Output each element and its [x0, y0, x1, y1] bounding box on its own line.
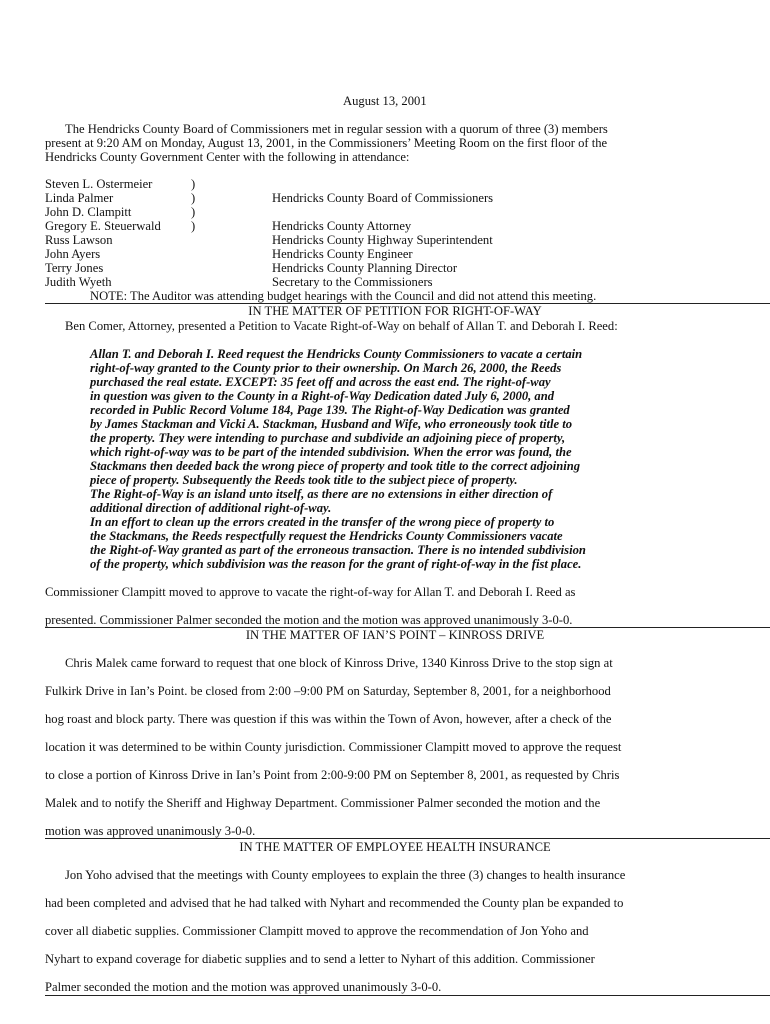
- body-line: Jon Yoho advised that the meetings with County employees to explain the three (3) changes to health insurance: [65, 868, 626, 882]
- quote-line: piece of property. Subsequently the Reeds took title to the subject piece of property.: [90, 473, 518, 487]
- quote-line: the property. They were intending to purchase and subdivide an adjoining piece of property,: [90, 431, 566, 445]
- quote-line: the Stackmans, the Reeds respectfully request the Hendricks County Commissioners vacate: [90, 529, 563, 543]
- section-divider: [45, 995, 770, 996]
- body-line: Palmer seconded the motion and the motion was approved unanimously 3-0-0.: [45, 980, 442, 994]
- quote-line: additional direction of additional right-of-way.: [90, 501, 332, 515]
- intro-line: Hendricks County Government Center with the following in attendance:: [45, 150, 410, 164]
- quote-line: of the property, which subdivision was the reason for the grant of right-of-way in the fist place.: [90, 557, 582, 571]
- attendance-note: NOTE: The Auditor was attending budget hearings with the Council and did not attend this meeting.: [90, 289, 597, 303]
- quote-line: purchased the real estate. EXCEPT: 35 feet off and across the east end. The right-of-way: [90, 375, 551, 389]
- body-line: had been completed and advised that he had talked with Nyhart and recommended the County plan be expanded to: [45, 896, 624, 910]
- attendee-name: John D. Clampitt: [45, 205, 132, 219]
- body-line: Nyhart to expand coverage for diabetic supplies and to send a letter to Nyhart of this addition. Commissioner: [45, 952, 595, 966]
- attendee-name: Judith Wyeth: [45, 275, 112, 289]
- attendee-name: Steven L. Ostermeier: [45, 177, 153, 191]
- bracket-paren: ): [191, 219, 196, 233]
- attendee-name: John Ayers: [45, 247, 101, 261]
- quote-line: recorded in Public Record Volume 184, Page 139. The Right-of-Way Dedication was granted: [90, 403, 570, 417]
- quote-line: right-of-way granted to the County prior to their ownership. On March 26, 2000, the Reeds: [90, 361, 562, 375]
- quote-line: in question was given to the County in a Right-of-Way Dedication dated July 6, 2000, and: [90, 389, 555, 403]
- quote-line: the Right-of-Way granted as part of the erroneous transaction. There is no intended subdivision: [90, 543, 586, 557]
- body-line: motion was approved unanimously 3-0-0.: [45, 824, 256, 838]
- intro-line: The Hendricks County Board of Commissioners met in regular session with a quorum of three (3) members: [65, 122, 608, 136]
- attendee-name: Linda Palmer: [45, 191, 114, 205]
- body-line: to close a portion of Kinross Drive in Ian’s Point from 2:00-9:00 PM on September 8, 2001, as requested by Chris: [45, 768, 620, 782]
- quote-line: Stackmans then deeded back the wrong piece of property and took title to the correct adjoining: [90, 459, 581, 473]
- bracket-paren: ): [191, 177, 196, 191]
- section-heading-right-of-way: IN THE MATTER OF PETITION FOR RIGHT-OF-WAY: [248, 304, 542, 318]
- quote-line: In an effort to clean up the errors created in the transfer of the wrong piece of property to: [90, 515, 555, 529]
- bracket-paren: ): [191, 205, 196, 219]
- body-line: Malek and to notify the Sheriff and Highway Department. Commissioner Palmer seconded the motion and the: [45, 796, 601, 810]
- attendee-name: Russ Lawson: [45, 233, 113, 247]
- bracket-paren: ): [191, 191, 196, 205]
- attendee-role: Hendricks County Planning Director: [272, 261, 458, 275]
- attendee-role: Hendricks County Highway Superintendent: [272, 233, 493, 247]
- quote-line: The Right-of-Way is an island unto itself, as there are no extensions in either direction of: [90, 487, 553, 501]
- intro-line: present at 9:20 AM on Monday, August 13, 2001, in the Commissioners’ Meeting Room on the first floor of the: [45, 136, 608, 150]
- body-line: Fulkirk Drive in Ian’s Point. be closed from 2:00 –9:00 PM on Saturday, September 8, 2001, for a neighborhood: [45, 684, 611, 698]
- quote-line: which right-of-way was to be part of the intended subdivision. When the error was found, the: [90, 445, 572, 459]
- section-heading-health-insurance: IN THE MATTER OF EMPLOYEE HEALTH INSURANCE: [239, 840, 551, 854]
- attendee-name: Terry Jones: [45, 261, 104, 275]
- attendee-name: Gregory E. Steuerwald: [45, 219, 161, 233]
- attendee-role: Secretary to the Commissioners: [272, 275, 433, 289]
- motion-line: presented. Commissioner Palmer seconded the motion and the motion was approved unanimously 3-0-0.: [45, 613, 573, 627]
- quote-line: by James Stackman and Vicki A. Stackman, Husband and Wife, who erroneously took title to: [90, 417, 572, 431]
- section-intro: Ben Comer, Attorney, presented a Petition to Vacate Right-of-Way on behalf of Allan T. and Deborah I. Reed:: [65, 319, 618, 333]
- attendee-role: Hendricks County Board of Commissioners: [272, 191, 494, 205]
- body-line: Chris Malek came forward to request that one block of Kinross Drive, 1340 Kinross Drive to the stop sign at: [65, 656, 613, 670]
- attendee-role: Hendricks County Attorney: [272, 219, 412, 233]
- body-line: location it was determined to be within County jurisdiction. Commissioner Clampitt moved to approve the request: [45, 740, 622, 754]
- motion-line: Commissioner Clampitt moved to approve to vacate the right-of-way for Allan T. and Deborah I. Reed as: [45, 585, 576, 599]
- meeting-date: August 13, 2001: [343, 94, 427, 108]
- attendee-role: Hendricks County Engineer: [272, 247, 413, 261]
- quote-line: Allan T. and Deborah I. Reed request the Hendricks County Commissioners to vacate a certain: [90, 347, 583, 361]
- section-heading-kinross-drive: IN THE MATTER OF IAN’S POINT – KINROSS DRIVE: [245, 628, 545, 642]
- body-line: cover all diabetic supplies. Commissioner Clampitt moved to approve the recommendation of Jon Yoho and: [45, 924, 589, 938]
- section-divider: [45, 838, 770, 839]
- body-line: hog roast and block party. There was question if this was within the Town of Avon, however, after a check of the: [45, 712, 612, 726]
